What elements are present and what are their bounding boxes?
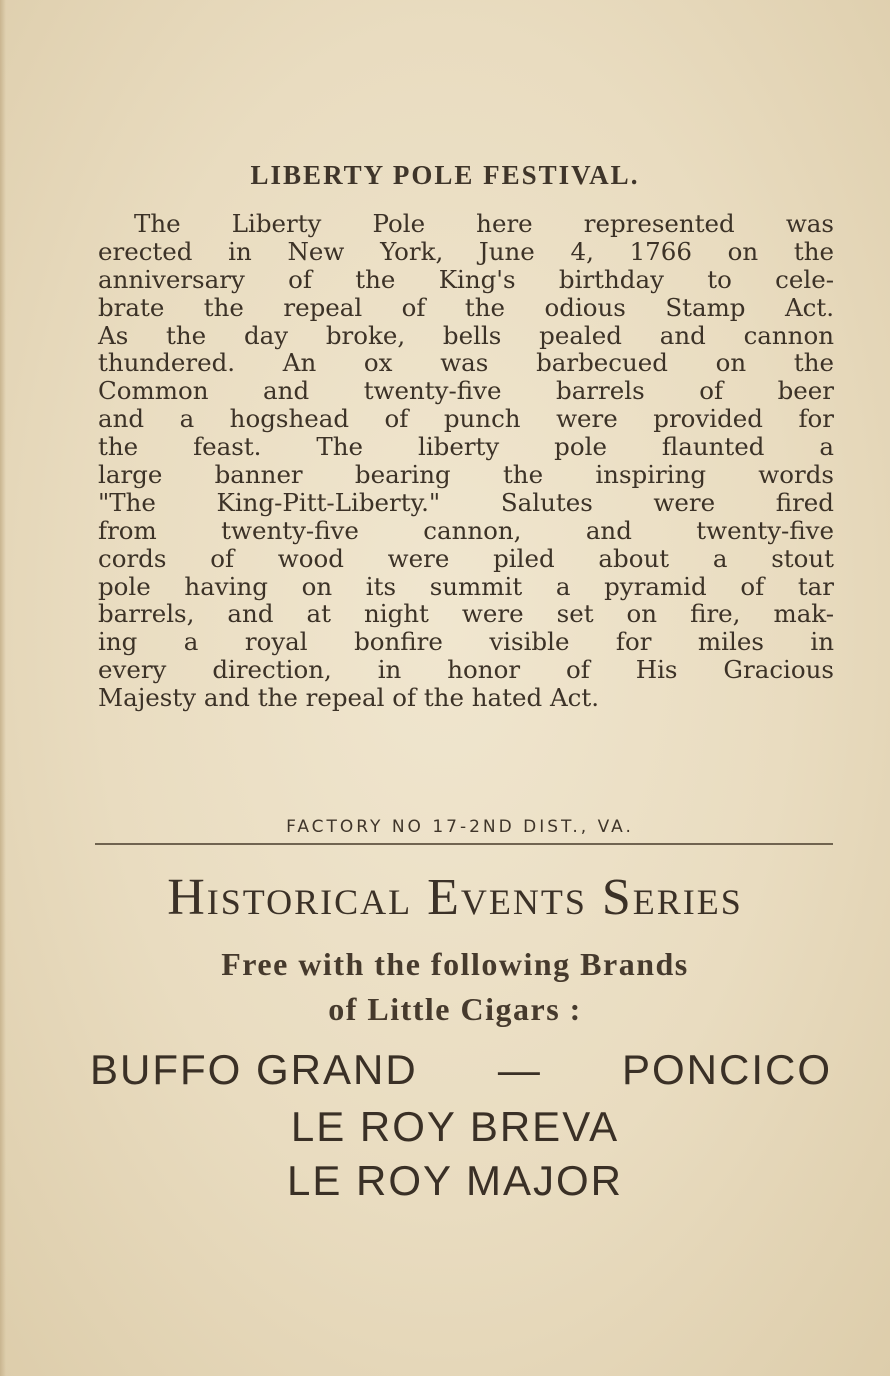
free-with-line: Free with the following Brands <box>221 946 689 982</box>
description-line: Majesty and the repeal of the hated Act. <box>98 683 599 713</box>
description-line: brate the repeal of the odious Stamp Act. <box>98 292 834 322</box>
description-line: barrels, and at night were set on fire, mak- <box>98 599 834 629</box>
description-line: "The King-Pitt-Liberty." Salutes were fired <box>98 487 834 517</box>
brand-poncico: PONCICO <box>621 1046 832 1093</box>
description-line: ing a royal bonfire visible for miles in <box>98 627 834 657</box>
description-line: and a hogshead of punch were provided for <box>98 404 834 434</box>
brand-separator: — <box>497 1046 542 1093</box>
brands-row <box>90 1046 832 1094</box>
description-line: As the day broke, bells pealed and cannon <box>98 320 834 350</box>
brand-buffo-grand: BUFFO GRAND <box>90 1046 418 1093</box>
card-title: LIBERTY POLE FESTIVAL. <box>250 160 640 190</box>
description-line: cords of wood were piled about a stout <box>98 543 834 573</box>
description-line: The Liberty Pole here represented was <box>134 209 834 238</box>
description-line: large banner bearing the inspiring words <box>98 460 834 490</box>
brand-le-roy-major: LE ROY MAJOR <box>287 1157 623 1204</box>
description-line: thundered. An ox was barbecued on the <box>98 348 834 378</box>
description-line: erected in New York, June 4, 1766 on the <box>98 236 834 266</box>
brand-le-roy-breva: LE ROY BREVA <box>290 1103 620 1150</box>
description-line: every direction, in honor of His Gracious <box>98 655 834 685</box>
series-title: Historical Events Series <box>167 869 743 926</box>
description-paragraph <box>98 210 834 712</box>
description-line: the feast. The liberty pole flaunted a <box>98 432 834 462</box>
description-line: from twenty-five cannon, and twenty-five <box>98 515 834 545</box>
description-line: anniversary of the King's birthday to cele- <box>98 264 834 294</box>
divider-rule <box>95 843 833 845</box>
factory-number: FACTORY NO 17-2ND DIST., VA. <box>286 817 634 837</box>
description-line: Common and twenty-five barrels of beer <box>98 376 834 406</box>
little-cigars-line: of Little Cigars : <box>328 991 582 1027</box>
description-line: pole having on its summit a pyramid of tar <box>98 571 834 601</box>
